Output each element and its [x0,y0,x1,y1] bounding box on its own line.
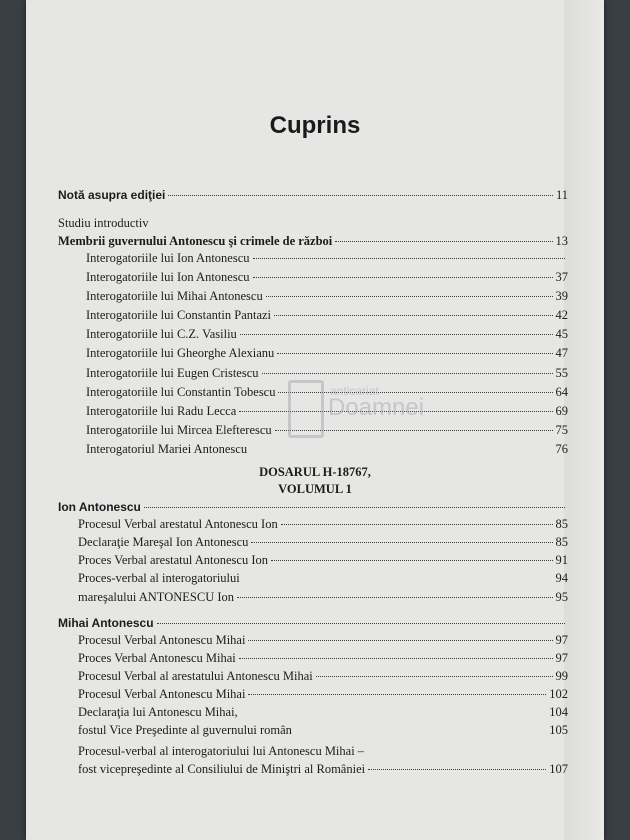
toc-entry-label: Procesul-verbal al interogatoriului lui Antonescu Mihai – [78,744,365,758]
toc-entry [86,270,568,285]
toc-entry-page: 97 [555,651,568,665]
leader-dots [157,613,565,624]
leader-dots [335,231,552,242]
toc-entry-label: Declaraţie Mareşal Ion Antonescu [78,535,249,549]
toc-entry-page: 85 [555,517,568,531]
toc-entry-page: 94 [555,571,568,585]
toc-group-mihai [58,616,568,630]
leader-dots [237,587,552,598]
toc-entry-label: Interogatoriile lui Gheorghe Alexianu [86,346,275,361]
intro-label: Studiu introductiv [58,216,149,230]
toc-entry [78,744,568,759]
leader-dots [368,759,546,770]
toc-entry-label: fost vicepreşedinte al Consiliului de Miniştri al României [78,762,366,776]
leader-dots [274,305,552,316]
toc-entry-label: Procesul Verbal Antonescu Mihai [78,633,246,647]
toc-entry [78,517,568,532]
toc-entry-label: Interogatoriile lui Radu Lecca [86,403,237,418]
toc-entry-page: 91 [555,553,568,567]
toc-entry-page: 97 [555,633,568,647]
toc-entry-page: 64 [555,384,568,399]
leader-dots [248,630,552,641]
toc-entry-nota [58,188,568,203]
group-heading-label: Mihai Antonescu [58,616,154,630]
toc-entry-page: 45 [555,327,568,342]
leader-dots [266,286,553,297]
watermark-line2: Doamnei [328,394,425,421]
toc-entry-label: Interogatoriile lui Eugen Cristescu [86,365,259,380]
toc-entry-label: fostul Vice Preşedinte al guvernului român [78,723,292,737]
toc-entry [78,651,568,666]
toc-group-ion [58,500,568,514]
book-icon [288,380,324,438]
leader-dots [277,343,552,354]
leader-dots [144,497,565,508]
toc-entry [78,553,568,568]
leader-dots [281,514,553,525]
toc-entry-page: 55 [555,365,568,380]
toc-entry-label: Proces Verbal arestatul Antonescu Ion [78,553,268,567]
toc-entry-label: Interogatoriile lui Mihai Antonescu [86,289,263,304]
toc-entry [78,705,568,720]
toc-entry [78,723,568,738]
leader-dots [253,267,553,278]
toc-entry-page: 76 [555,441,568,456]
leader-dots [262,363,553,374]
page-title: Cuprins [269,112,361,139]
leader-dots [168,185,553,196]
leader-dots [271,550,553,561]
toc-entry [86,346,568,361]
toc-entry-page: 104 [549,705,568,719]
toc-entry [78,535,568,550]
book-page [26,0,604,840]
toc-entry [78,687,568,702]
toc-entry [86,251,568,266]
toc-entry-page: 99 [555,669,568,683]
leader-dots [240,324,553,335]
toc-entry-page: 85 [555,535,568,549]
toc-entry-label: Proces-verbal al interogatoriului [78,571,240,585]
toc-section-heading [58,234,568,249]
toc-entry-label: Declaraţia lui Antonescu Mihai, [78,705,238,719]
toc-entry [78,669,568,684]
toc-entry-label: Interogatoriul Mariei Antonescu [86,441,248,456]
toc-entry-page: 11 [555,188,568,202]
toc-entry-label: mareşalului ANTONESCU Ion [78,590,235,604]
toc-entry-page: 39 [555,289,568,304]
toc-entry-label: Interogatoriile lui C.Z. Vasiliu [86,327,237,342]
toc-entry-label: Interogatoriile lui Constantin Pantazi [86,308,272,323]
toc-entry-page: 75 [555,422,568,437]
toc-entry [78,633,568,648]
group-heading-label: Ion Antonescu [58,500,141,514]
toc-entry [78,762,568,777]
toc-entry-label: Procesul Verbal Antonescu Mihai [78,687,246,701]
leader-dots [253,258,565,259]
leader-dots [239,648,553,659]
toc-entry-page: 105 [549,723,568,737]
toc-entry-page: 47 [555,346,568,361]
section-heading-label: Membrii guvernului Antonescu şi crimele de război [58,234,333,248]
toc-entry [78,571,568,586]
toc-entry-label: Proces Verbal Antonescu Mihai [78,651,236,665]
watermark-logo [288,378,448,448]
toc-entry-label: Procesul Verbal arestatul Antonescu Ion [78,517,278,531]
toc-entry-page: 69 [555,403,568,418]
toc-entry-page: 37 [555,270,568,284]
toc-entry [86,327,568,342]
watermark-line1: anticariat [330,384,379,398]
dosar-heading-line1: DOSARUL H-18767, [259,465,371,479]
toc-entry-label: Interogatoriile lui Mircea Elefterescu [86,422,272,437]
toc-entry-label: Interogatoriile lui Ion Antonescu [86,251,250,265]
toc-entry-page: 107 [549,762,568,776]
toc-entry [86,289,568,304]
toc-entry-label: Procesul Verbal al arestatului Antonescu Mihai [78,669,313,683]
toc-entry [78,590,568,605]
dosar-heading-line2: VOLUMUL 1 [278,482,352,496]
toc-entry-page: 13 [555,234,568,248]
leader-dots [251,532,552,543]
toc-entry-label: Interogatoriile lui Constantin Tobescu [86,384,276,399]
toc-entry-page: 42 [555,308,568,323]
toc-entry-page: 102 [549,687,568,701]
toc-entry-page: 95 [555,590,568,604]
toc-entry-label: Notă asupra ediţiei [58,188,166,202]
toc-entry-label: Interogatoriile lui Ion Antonescu [86,270,250,284]
leader-dots [248,684,546,695]
toc-entry [86,308,568,323]
leader-dots [316,666,553,677]
